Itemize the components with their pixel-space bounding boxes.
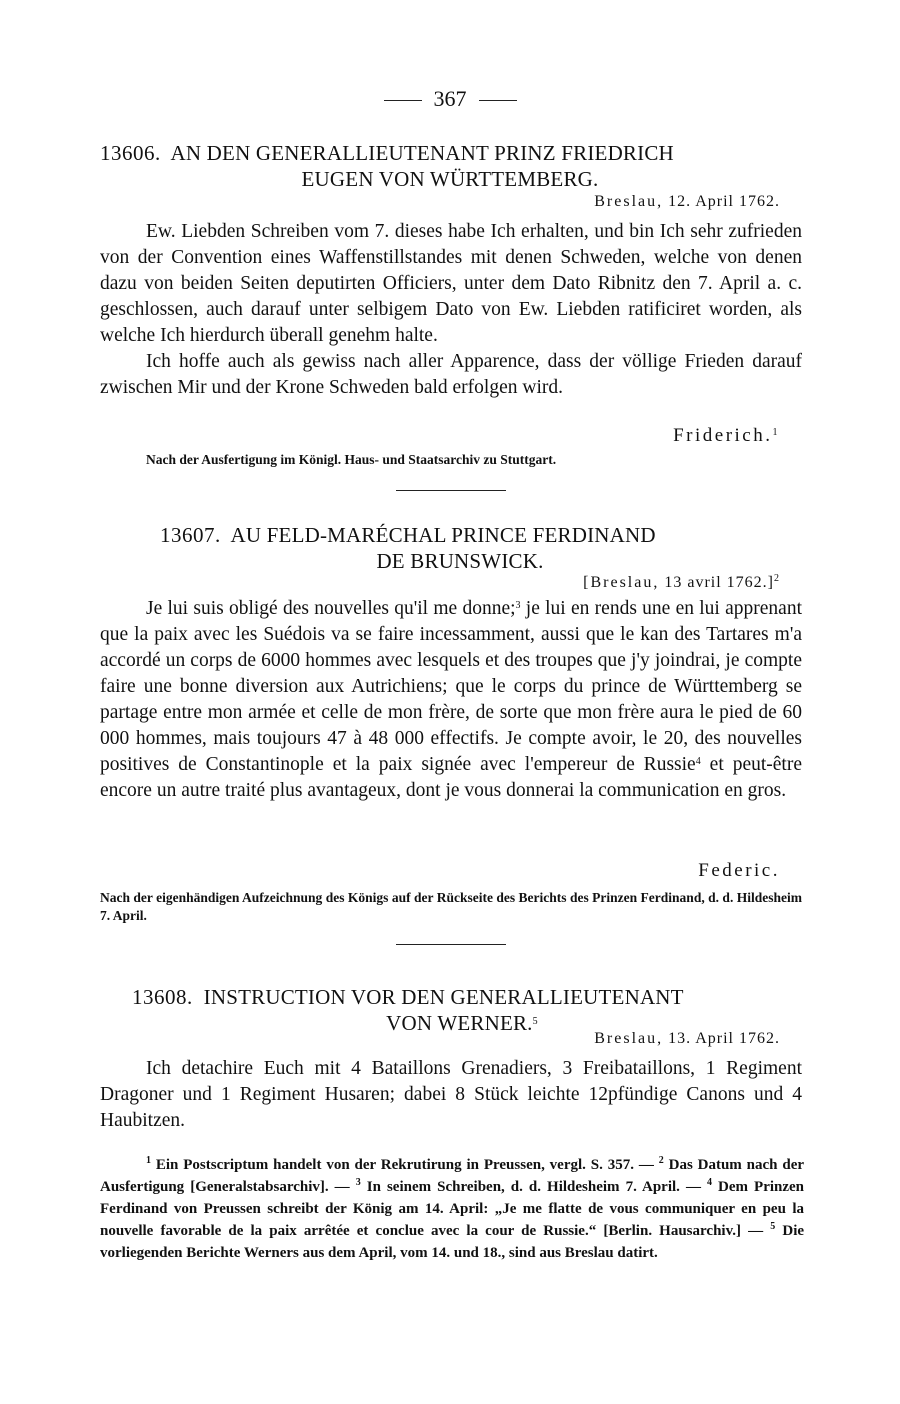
letter-dateline: [Breslau, 13 avril 1762.]$^2$ xyxy=(583,573,780,591)
page-number-dash-left xyxy=(384,100,422,101)
letter-paragraph: Ich detachire Euch mit 4 Bataillons Grenadiers, 3 Freibataillons, 1 Regiment Dragoner und 1 Regiment Husaren; dabei 8 Stück leichte 12pfündige Canons und 4 Haubitzen. xyxy=(100,1058,802,1131)
letter-heading-13606 xyxy=(100,140,800,192)
letter-signature: Friderich.$^1$ xyxy=(673,425,780,446)
letter-signature: Federic. xyxy=(698,860,780,881)
footnotes xyxy=(100,1154,804,1264)
footnote: $^3$ In seinem Schreiben, d. d. Hildesheim 7. April. — xyxy=(355,1177,701,1195)
letter-paragraph: Ew. Liebden Schreiben vom 7. dieses habe Ich erhalten, und bin Ich sehr zufrieden von der Convention eines Waffenstillstandes mit denen Schweden, welche von denen dazu von beiden Seiten deputirten Officiers, unter dem Dato Ribnitz den 7. April a. c. geschlossen, auch darauf unter selbigem Dato von Ew. Liebden ratificiret worden, als welche Ich hierdurch überall genehm halte. xyxy=(100,221,802,346)
letter-title-line2: DE BRUNSWICK. xyxy=(376,549,544,573)
footnote: $^5$ Die vorliegenden Berichte Werners aus dem April, vom 14. und 18., sind aus Breslau datirt. xyxy=(100,1221,805,1261)
footnote: $^4$ Dem Prinzen Ferdinand von Preussen schreibt der König am 14. April: „Je me flatte de vous communiquer en peu la nouvelle favorable de la paix arrêtée et conclue avec la cour de Russie.“ [Berlin. Hausarchiv.] — xyxy=(100,1177,805,1239)
letter-heading-13608 xyxy=(132,984,792,1036)
letter-title-line2: VON WERNER.$^5$ xyxy=(386,1011,538,1035)
letter-number: 13607. xyxy=(160,523,221,547)
footnote: $^2$ Das Datum nach der Ausfertigung [Generalstabsarchiv]. — xyxy=(100,1155,805,1195)
letter-body-13608 xyxy=(100,1056,802,1134)
letter-number: 13608. xyxy=(132,985,193,1009)
page-number: 367 xyxy=(0,86,900,112)
letter-source: Nach der Ausfertigung im Königl. Haus- und Staatsarchiv zu Stuttgart. xyxy=(146,452,557,467)
letter-number: 13606. xyxy=(100,141,161,165)
letter-dateline: Breslau, 13. April 1762. xyxy=(594,1030,780,1047)
letter-body-13607 xyxy=(100,596,802,804)
letter-body-13606 xyxy=(100,219,802,401)
letter-title-line2: EUGEN VON WÜRTTEMBERG. xyxy=(301,167,599,191)
letter-source: Nach der eigenhändigen Aufzeichnung des Königs auf der Rückseite des Berichts des Prinzen Ferdinand, d. d. Hildesheim 7. April. xyxy=(100,890,802,923)
letter-title-line1: INSTRUCTION VOR DEN GENERALLIEUTENANT xyxy=(203,985,684,1009)
letter-heading-13607 xyxy=(160,522,760,574)
letter-title-line1: AN DEN GENERALLIEUTENANT PRINZ FRIEDRICH xyxy=(170,141,674,165)
letter-paragraph: Ich hoffe auch als gewiss nach aller Apparence, dass der völlige Frieden darauf zwischen Mir und der Krone Schweden bald erfolgen wird. xyxy=(100,351,802,398)
page-number-dash-right xyxy=(479,100,517,101)
section-divider xyxy=(396,944,506,945)
letter-title-line1: AU FELD-MARÉCHAL PRINCE FERDINAND xyxy=(230,523,656,547)
letter-paragraph: Je lui suis obligé des nouvelles qu'il me donne;$^3$ je lui en rends une en lui apprenant que la paix avec les Suédois va se faire incessamment, aussi que le kan des Tartares m'a accordé un corps de 6000 hommes avec lesquels et des troupes que j'y joindrai, je compte faire une bonne diversion aux Autrichiens; que le corps du prince de Württemberg se partage entre mon armée et celle de mon frère, de sorte que mon frère aura le pied de 60 000 hommes, mais toujours 47 à 48 000 effectifs. Je compte avoir, le 20, des nouvelles positives de Constantinople et la paix signée avec l'empereur de Russie$^4$ et peut-être encore un autre traité plus avantageux, dont je vous donnerai la communication en gros. xyxy=(100,598,802,801)
letter-dateline: Breslau, 12. April 1762. xyxy=(594,193,780,210)
footnote: $^1$ Ein Postscriptum handelt von der Rekrutirung in Preussen, vergl. S. 357. — xyxy=(146,1155,654,1173)
section-divider xyxy=(396,490,506,491)
